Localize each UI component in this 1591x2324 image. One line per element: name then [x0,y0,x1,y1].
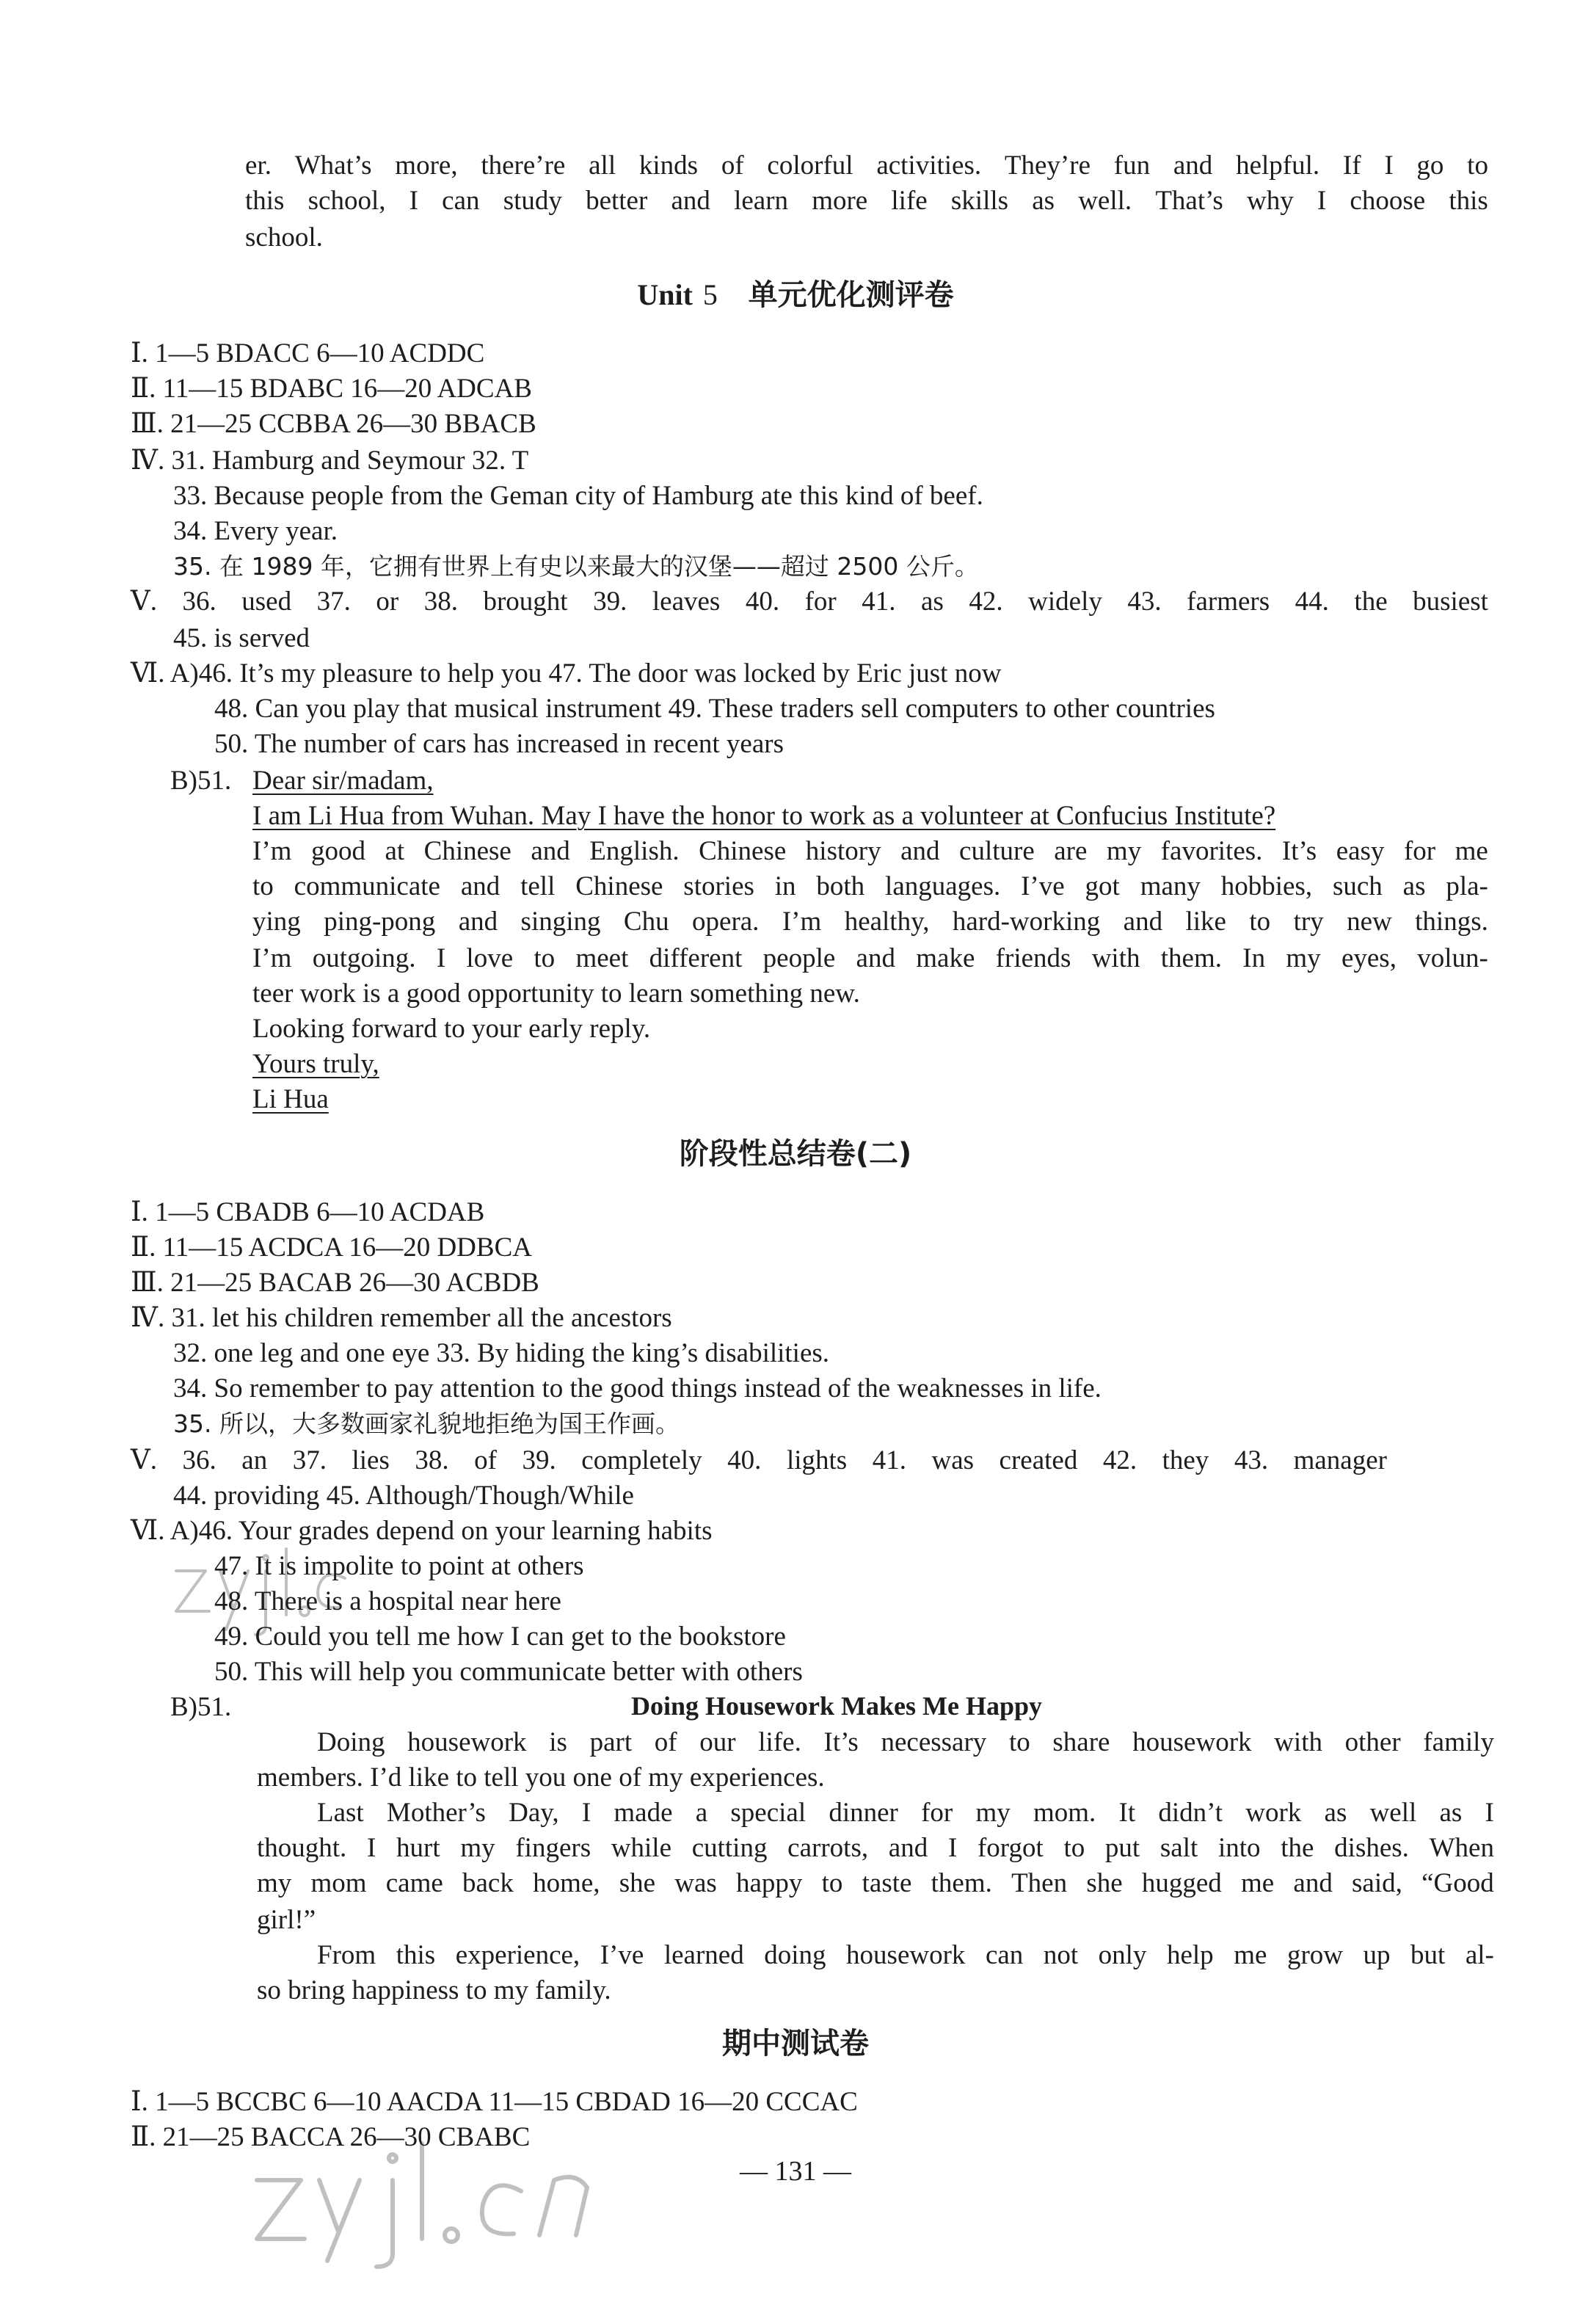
essay-title: Doing Housework Makes Me Happy [630,1691,1043,1721]
letter-line-7: Looking forward to your early reply. [252,1014,651,1044]
intro-line-1: er. What’s more, there’re all kinds of colorful activities. They’re fun and helpful. If I go to [245,150,1488,181]
watermark-lower [250,2129,616,2279]
essay-line-6: girl!” [257,1905,316,1935]
unit5-letter-label: B)51. [170,766,232,796]
stage2-line-12: 48. There is a hospital near here [214,1586,561,1616]
unit5-line-10: Ⅵ. A)46. It’s my pleasure to help you 47. The door was locked by Eric just now [131,658,1002,689]
letter-line-1: I am Li Hua from Wuhan. May I have the honor to work as a volunteer at Confucius Institute? [252,801,1276,831]
stage2-line-5: 32. one leg and one eye 33. By hiding the king’s disabilities. [173,1338,830,1368]
stage2-line-14: 50. This will help you communicate better with others [214,1657,803,1687]
essay-line-1: Doing housework is part of our life. It’s necessary to share housework with other family [317,1727,1494,1757]
letter-line-5: I’m outgoing. I love to meet different people and make friends with them. In my eyes, volun- [252,943,1488,973]
stage2-line-10: Ⅵ. A)46. Your grades depend on your learning habits [131,1516,713,1546]
essay-line-2: members. I’d like to tell you one of my experiences. [257,1762,825,1793]
watermark-upper [169,1542,360,1641]
unit5-line-3: Ⅲ. 21—25 CCBBA 26—30 BBACB [131,409,536,439]
letter-line-4: ying ping-pong and singing Chu opera. I’m healthy, hard-working and like to try new things. [252,907,1488,937]
unit5-line-11: 48. Can you play that musical instrument 49. These traders sell computers to other countries [214,694,1215,724]
stage2-line-9: 44. providing 45. Although/Though/While [173,1481,634,1511]
unit5-title [0,275,1591,316]
stage2-title: 阶段性总结卷(二) [679,1137,912,1171]
watermark-lower-logo [250,2129,616,2276]
essay-line-8: so bring happiness to my family. [257,1975,611,2005]
stage2-line-2: Ⅱ. 11—15 ACDCA 16—20 DDBCA [131,1232,532,1263]
unit5-line-5: 33. Because people from the Geman city of Hamburg ate this kind of beef. [173,481,983,511]
essay-line-7: From this experience, I’ve learned doing housework can not only help me grow up but al- [317,1940,1494,1970]
letter-closing: Yours truly, [252,1049,379,1079]
letter-line-3: to communicate and tell Chinese stories in both languages. I’ve got many hobbies, such as pla- [252,871,1488,901]
stage2-line-4: Ⅳ. 31. let his children remember all the ancestors [131,1303,672,1333]
stage2-line-7: 35. 所以，大多数画家礼貌地拒绝为国王作画。 [173,1409,680,1438]
unit5-line-9: 45. is served [173,623,310,653]
stage2-line-3: Ⅲ. 21—25 BACAB 26—30 ACBDB [131,1268,539,1298]
essay-line-5: my mom came back home, she was happy to taste them. Then she hugged me and said, “Good [257,1868,1494,1898]
intro-line-2: this school, I can study better and learn more life skills as well. That’s why I choose this [245,186,1488,216]
essay-line-3: Last Mother’s Day, I made a special dinner for my mom. It didn’t work as well as I [317,1798,1494,1828]
midterm-title: 期中测试卷 [722,2027,869,2060]
unit5-line-1: Ⅰ. 1—5 BDACC 6—10 ACDDC [131,338,485,368]
stage2-line-1: Ⅰ. 1—5 CBADB 6—10 ACDAB [131,1197,485,1227]
page-number: — 131 — [740,2156,851,2187]
unit5-line-12: 50. The number of cars has increased in recent years [214,729,784,759]
essay-label: B)51. [170,1692,232,1722]
stage2-line-11: 47. It is impolite to point at others [214,1551,584,1581]
unit5-title-num: 5 [702,278,718,311]
unit5-line-6: 34. Every year. [173,516,338,546]
stage2-line-6: 34. So remember to pay attention to the good things instead of the weaknesses in life. [173,1373,1102,1404]
unit5-line-7: 35. 在 1989 年，它拥有世界上有史以来最大的汉堡——超过 2500 公斤。 [173,552,979,581]
letter-line-6: teer work is a good opportunity to learn something new. [252,978,860,1009]
unit5-line-8: Ⅴ. 36. used 37. or 38. brought 39. leaves 40. for 41. as 42. widely 43. farmers 44. the busiest [131,587,1488,617]
intro-line-3: school. [245,222,323,253]
essay-line-4: thought. I hurt my fingers while cutting carrots, and I forgot to put salt into the dishes. When [257,1833,1494,1863]
letter-signature: Li Hua [252,1084,329,1114]
unit5-line-4: Ⅳ. 31. Hamburg and Seymour 32. T [131,446,529,476]
unit5-title-en: Unit [637,278,693,311]
stage2-line-13: 49. Could you tell me how I can get to the bookstore [214,1622,786,1652]
stage2-line-8: Ⅴ. 36. an 37. lies 38. of 39. completely 40. lights 41. was created 42. they 43. manager [131,1445,1387,1475]
midterm-line-2: Ⅱ. 21—25 BACCA 26—30 CBABC [131,2122,531,2152]
letter-line-2: I’m good at Chinese and English. Chinese history and culture are my favorites. It’s easy for me [252,836,1488,866]
watermark-upper-logo [169,1542,360,1637]
unit5-line-2: Ⅱ. 11—15 BDABC 16—20 ADCAB [131,374,532,404]
midterm-line-1: Ⅰ. 1—5 BCCBC 6—10 AACDA 11—15 CBDAD 16—20 CCCAC [131,2087,858,2117]
letter-greeting: Dear sir/madam, [252,766,434,796]
unit5-title-cn: 单元优化测评卷 [748,278,954,312]
